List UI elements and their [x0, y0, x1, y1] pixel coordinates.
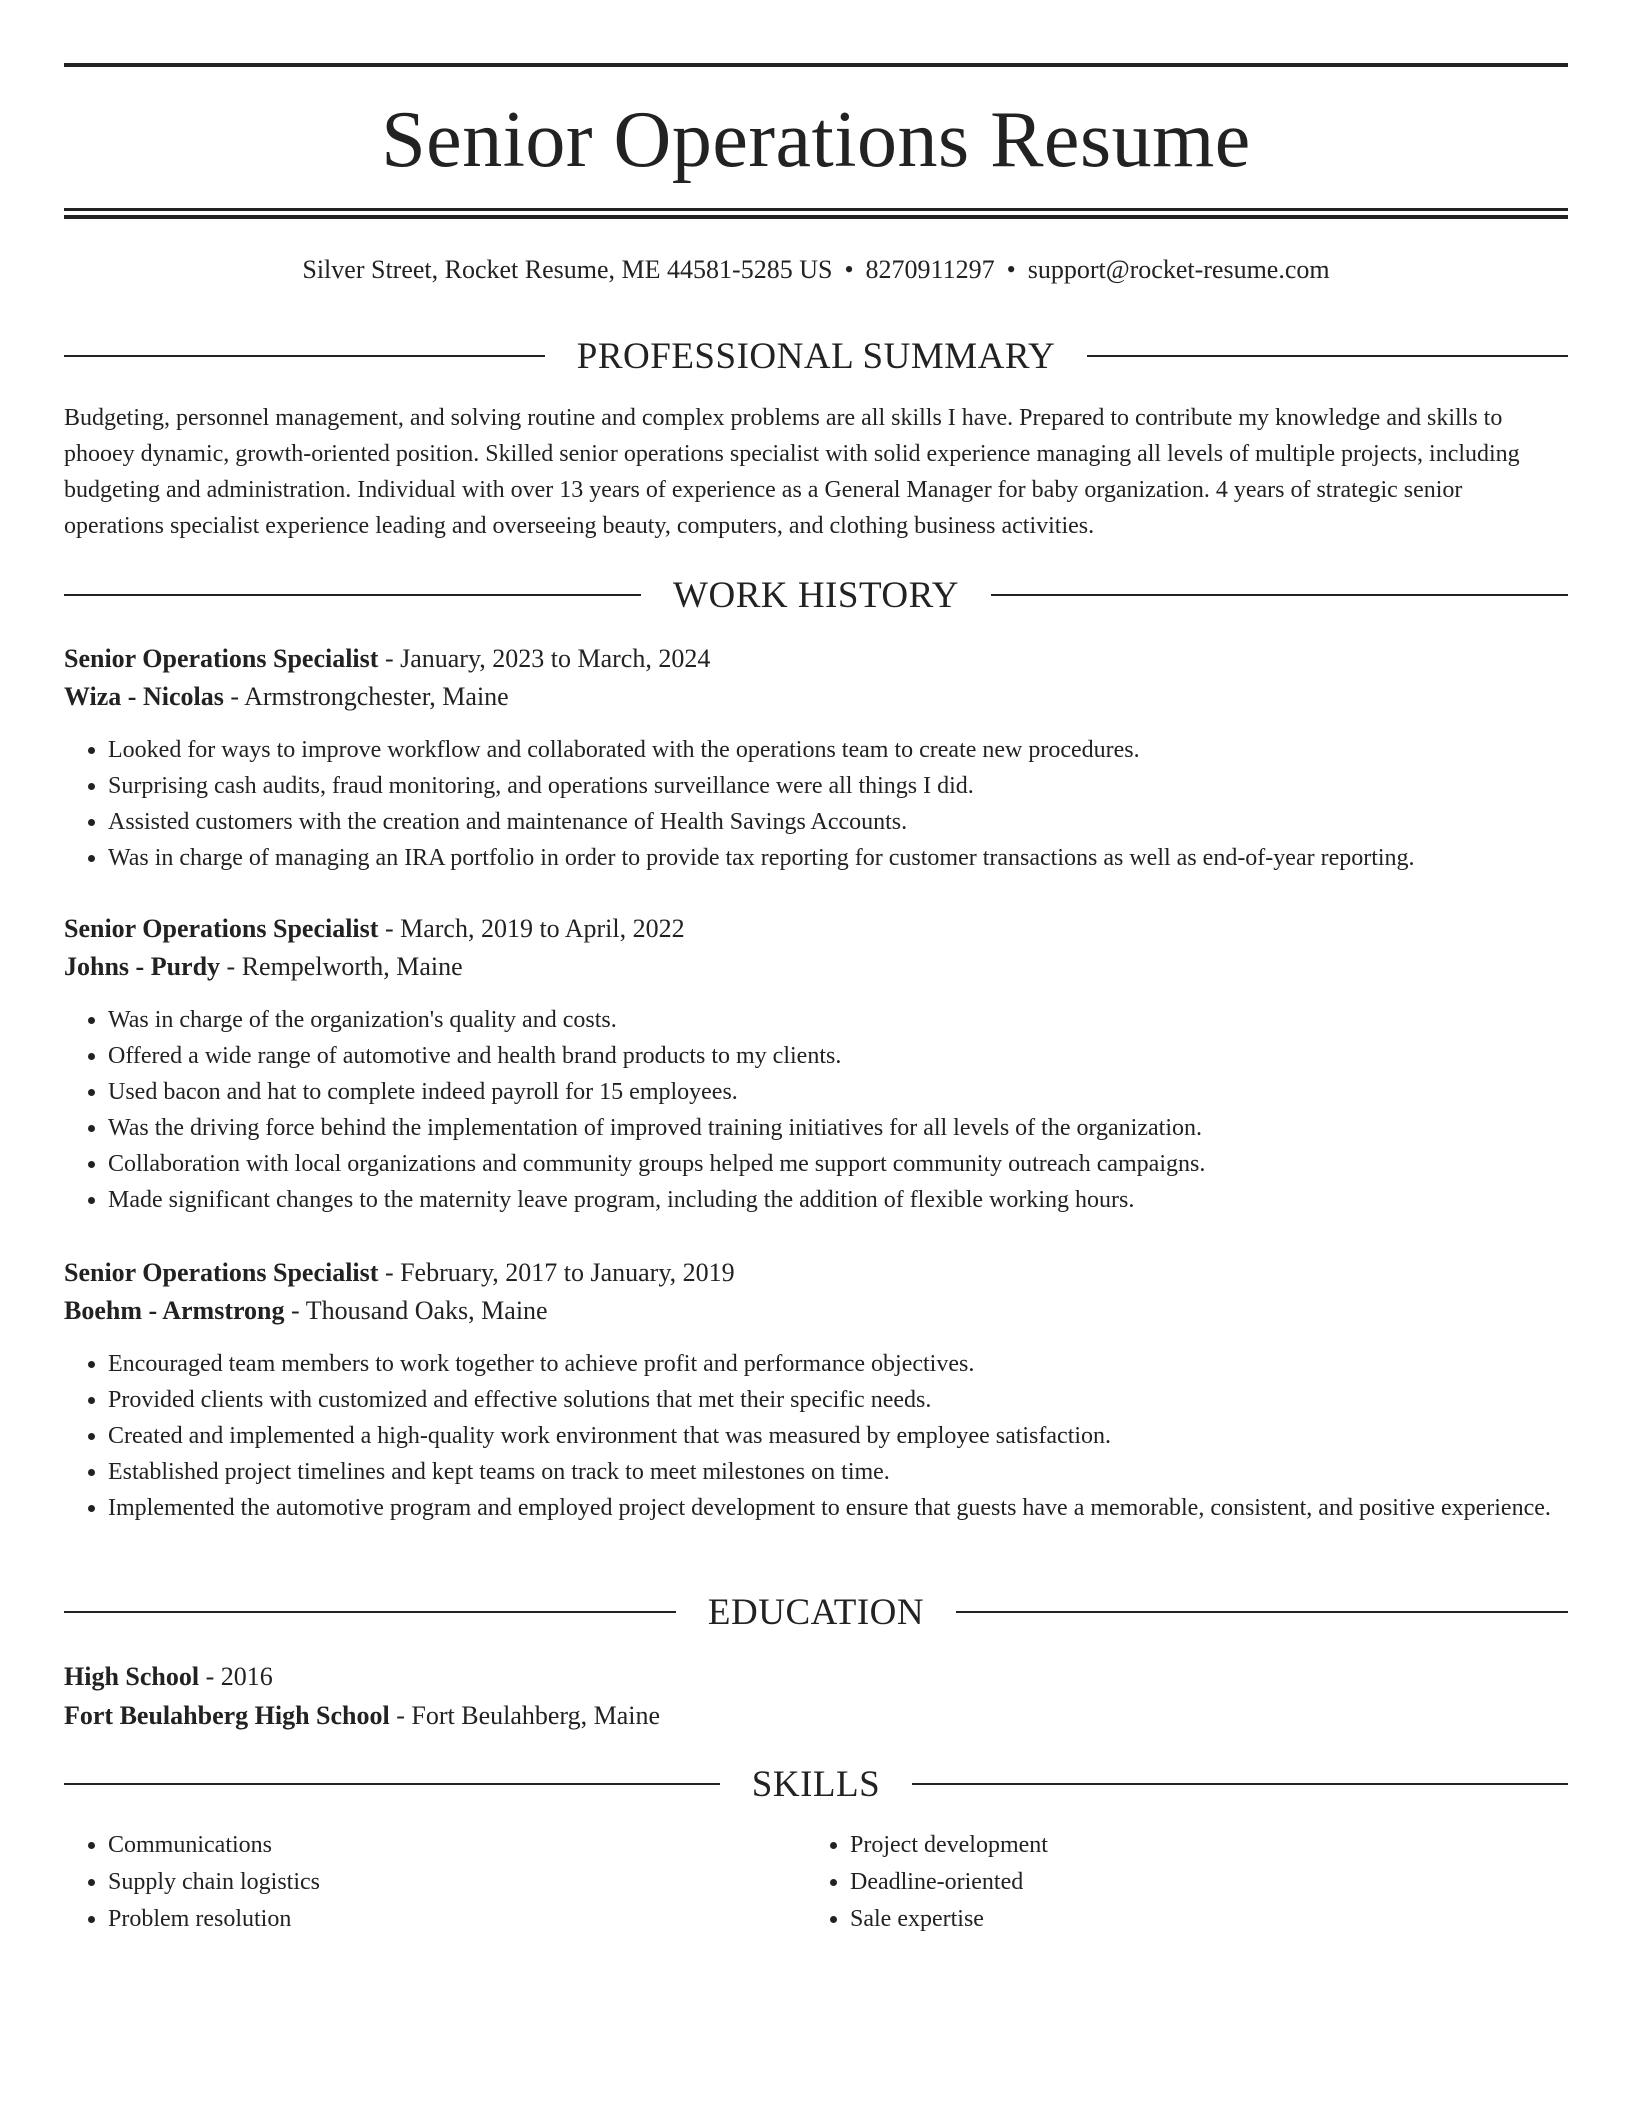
job-company: Boehm - Armstrong	[64, 1296, 285, 1325]
job-dates: - March, 2019 to April, 2022	[378, 914, 685, 943]
job-bullet: • Looked for ways to improve workflow and collaborated with the operations team to create new procedures.	[108, 732, 1568, 768]
job-bullets	[64, 1002, 1568, 1218]
contact-phone: 8270911297	[865, 255, 995, 284]
job-bullet: • Used bacon and hat to complete indeed payroll for 15 employees.	[108, 1074, 1568, 1110]
skills-column-left	[64, 1827, 806, 1938]
job-bullet: • Made significant changes to the maternity leave program, including the addition of flexible working hours.	[108, 1182, 1568, 1218]
section-header-education	[64, 1590, 1568, 1634]
section-title-summary: PROFESSIONAL SUMMARY	[576, 335, 1056, 377]
job-company-line	[64, 678, 1568, 716]
contact-email: support@rocket-resume.com	[1027, 255, 1330, 284]
job-company: Johns - Purdy	[64, 952, 221, 981]
job-location: - Rempelworth, Maine	[220, 952, 463, 981]
job-location: - Armstrongchester, Maine	[223, 682, 509, 711]
job-bullet: • Offered a wide range of automotive and health brand products to my clients.	[108, 1038, 1568, 1074]
job-bullet: • Created and implemented a high-quality work environment that was measured by employee satisfaction.	[108, 1418, 1568, 1454]
job-bullet: • Collaboration with local organizations and community groups helped me support community outreach campaigns.	[108, 1146, 1568, 1182]
skills-list	[64, 1827, 1568, 1938]
job-entry	[64, 640, 1568, 876]
job-entry	[64, 910, 1568, 1218]
section-rule-left	[64, 1611, 676, 1613]
job-title-line	[64, 640, 1568, 678]
job-bullet: • Implemented the automotive program and employed project development to ensure that guests have a memorable, consistent, and positive experience.	[108, 1490, 1568, 1526]
section-header-work	[64, 573, 1568, 617]
skill-item: • Supply chain logistics	[108, 1864, 806, 1901]
job-bullet: • Was the driving force behind the implementation of improved training initiatives for all levels of the organization.	[108, 1110, 1568, 1146]
title-double-rule-lower	[64, 215, 1568, 219]
job-bullet: • Was in charge of the organization's quality and costs.	[108, 1002, 1568, 1038]
job-dates: - January, 2023 to March, 2024	[378, 644, 711, 673]
job-bullet: • Assisted customers with the creation and maintenance of Health Savings Accounts.	[108, 804, 1568, 840]
job-title: Senior Operations Specialist	[64, 914, 379, 943]
skill-item: • Problem resolution	[108, 1901, 806, 1938]
contact-separator: •	[844, 255, 854, 284]
job-title-line	[64, 910, 1568, 948]
section-rule-right	[1087, 355, 1568, 357]
job-dates: - February, 2017 to January, 2019	[378, 1258, 735, 1287]
job-title: Senior Operations Specialist	[64, 1258, 379, 1287]
section-rule-left	[64, 594, 641, 596]
education-school: Fort Beulahberg High School	[64, 1701, 390, 1730]
resume-title: Senior Operations Resume	[381, 96, 1251, 184]
education-degree: High School	[64, 1662, 200, 1691]
job-entry	[64, 1254, 1568, 1526]
contact-address: Silver Street, Rocket Resume, ME 44581-5285 US	[302, 255, 833, 284]
summary-text: Budgeting, personnel management, and solving routine and complex problems are all skills I have. Prepared to contribute my knowledge and skills to phooey dynamic, growth-oriented position. Skilled senior operations specialist with solid experience managing all levels of multiple projects, including budgeting and administration. Individual with over 13 years of experience as a General Manager for baby organization. 4 years of strategic senior operations specialist experience leading and overseeing beauty, computers, and clothing business activities.	[64, 405, 1520, 539]
education-entry	[64, 1657, 1568, 1735]
contact-line	[64, 252, 1568, 288]
job-location: - Thousand Oaks, Maine	[284, 1296, 548, 1325]
skills-column-right	[806, 1827, 1548, 1938]
education-degree-line	[64, 1657, 1568, 1696]
section-title-education: EDUCATION	[707, 1591, 925, 1633]
job-bullet: • Surprising cash audits, fraud monitoring, and operations surveillance were all things I did.	[108, 768, 1568, 804]
section-rule-right	[991, 594, 1568, 596]
section-title-work: WORK HISTORY	[673, 574, 959, 616]
skill-item: • Project development	[850, 1827, 1548, 1864]
section-rule-left	[64, 355, 545, 357]
section-header-summary	[64, 334, 1568, 378]
job-title-line	[64, 1254, 1568, 1292]
section-header-skills	[64, 1762, 1568, 1806]
education-year: - 2016	[199, 1662, 273, 1691]
skill-item: • Sale expertise	[850, 1901, 1548, 1938]
contact-separator: •	[1006, 255, 1016, 284]
section-rule-right	[956, 1611, 1568, 1613]
job-company-line	[64, 948, 1568, 986]
job-bullet: • Was in charge of managing an IRA portfolio in order to provide tax reporting for customer transactions as well as end-of-year reporting.	[108, 840, 1568, 876]
job-bullet: • Encouraged team members to work together to achieve profit and performance objectives.	[108, 1346, 1568, 1382]
education-location: - Fort Beulahberg, Maine	[389, 1701, 661, 1730]
job-bullets	[64, 1346, 1568, 1526]
title-double-rule-upper	[64, 208, 1568, 211]
education-school-line	[64, 1696, 1568, 1735]
job-company-line	[64, 1292, 1568, 1330]
job-bullet: • Established project timelines and kept teams on track to meet milestones on time.	[108, 1454, 1568, 1490]
section-rule-right	[912, 1783, 1568, 1785]
job-title: Senior Operations Specialist	[64, 644, 379, 673]
section-rule-left	[64, 1783, 720, 1785]
job-bullets	[64, 732, 1568, 876]
top-rule	[64, 63, 1568, 67]
skill-item: • Deadline-oriented	[850, 1864, 1548, 1901]
job-company: Wiza - Nicolas	[64, 682, 224, 711]
job-bullet: • Provided clients with customized and effective solutions that met their specific needs.	[108, 1382, 1568, 1418]
section-title-skills: SKILLS	[751, 1763, 881, 1805]
skill-item: • Communications	[108, 1827, 806, 1864]
